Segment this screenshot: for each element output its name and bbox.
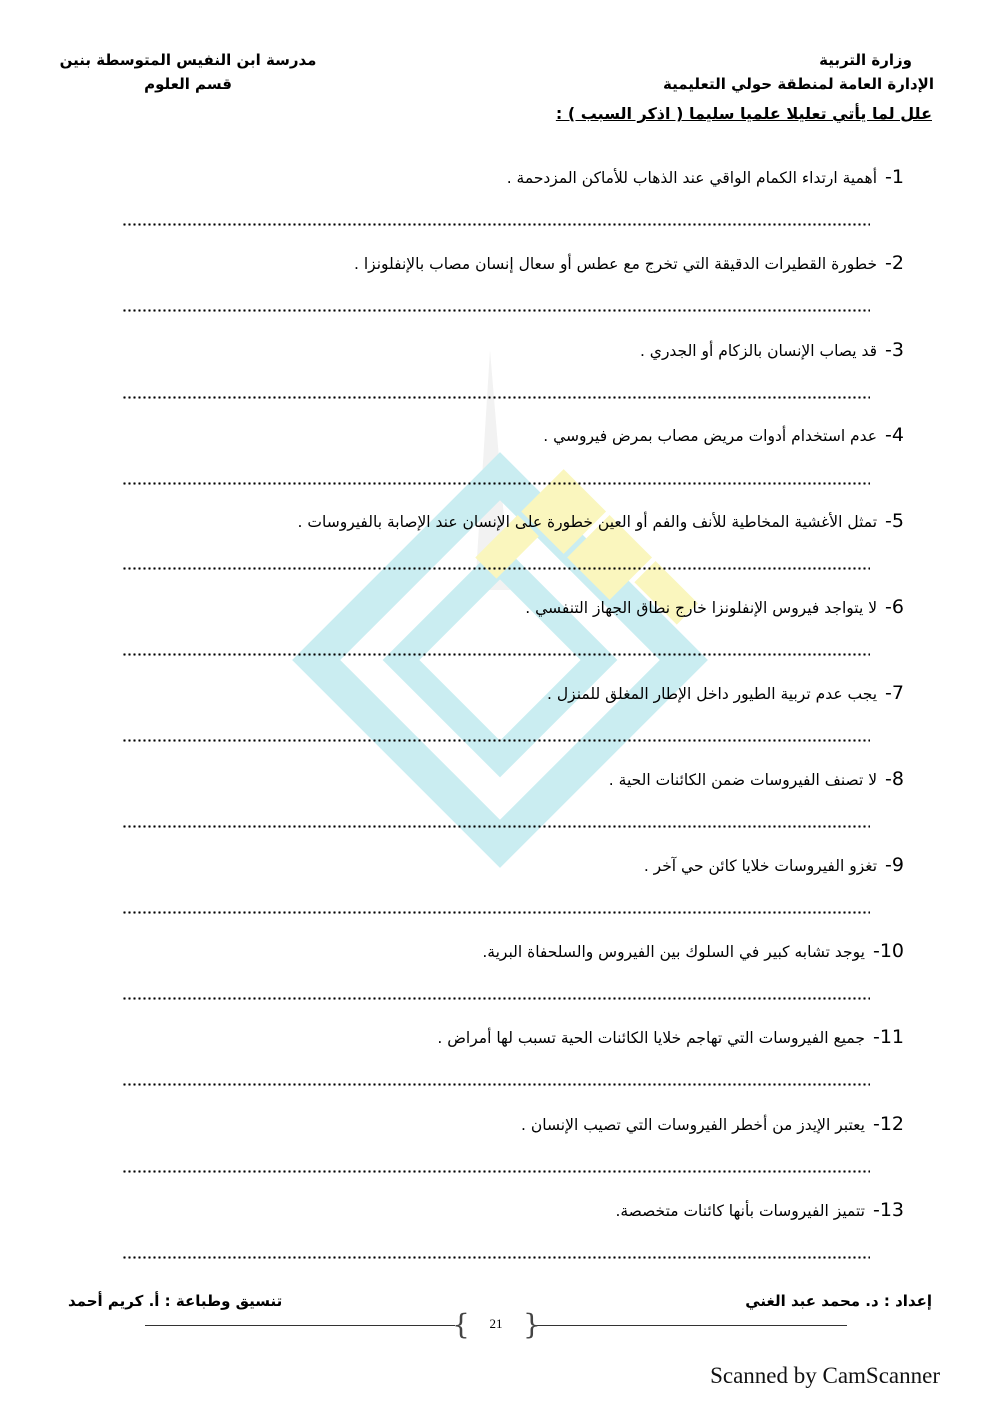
- question-2: [354, 252, 904, 274]
- question-number: 1-: [885, 166, 904, 188]
- question-11: [437, 1026, 904, 1048]
- question-number: 10-: [872, 940, 904, 962]
- question-7: [547, 682, 904, 704]
- answer-line: [122, 653, 870, 656]
- question-text: لا تصنف الفيروسات ضمن الكائنات الحية .: [608, 771, 878, 789]
- header-school-block: [58, 48, 318, 96]
- answer-line: [122, 825, 870, 828]
- answer-line: [122, 911, 870, 914]
- question-text: خطورة القطيرات الدقيقة التي تخرج مع عطس أو سعال إنسان مصاب بالإنفلونزا .: [353, 255, 878, 273]
- right-bracket-icon: }: [523, 1308, 541, 1341]
- answer-line: [122, 1083, 870, 1086]
- question-text: قد يصاب الإنسان بالزكام أو الجدري .: [639, 342, 878, 360]
- question-12: [521, 1113, 904, 1135]
- scanner-watermark: Scanned by CamScanner: [710, 1363, 940, 1388]
- directorate-name: الإدارة العامة لمنطقة حولي التعليمية: [662, 75, 934, 93]
- question-13: [615, 1199, 904, 1221]
- question-text: تمثل الأغشية المخاطية للأنف والفم أو العين خطورة على الإنسان عند الإصابة بالفيروسات .: [297, 513, 878, 531]
- answer-line: [122, 1170, 870, 1173]
- answer-line: [122, 223, 870, 226]
- question-text: يعتبر الإيدز من أخطر الفيروسات التي تصيب الإنسان .: [521, 1116, 865, 1134]
- question-text: لا يتواجد فيروس الإنفلونزا خارج نطاق الجهاز التنفسي .: [525, 599, 878, 617]
- question-number: 4-: [885, 424, 904, 446]
- question-text: تغزو الفيروسات خلايا كائن حي آخر .: [643, 857, 878, 875]
- question-number: 6-: [885, 596, 904, 618]
- instruction-heading: علل لما يأتي تعليلا علميا سليما ( اذكر السبب ) :: [555, 104, 932, 123]
- department-name: قسم العلوم: [144, 75, 232, 93]
- answer-line: [122, 396, 870, 399]
- answer-line: [122, 739, 870, 742]
- footer-rule-right: [537, 1325, 847, 1326]
- header-ministry-block: [663, 48, 934, 96]
- question-number: 12-: [872, 1113, 904, 1135]
- question-number: 2-: [885, 252, 904, 274]
- question-text: جميع الفيروسات التي تهاجم خلايا الكائنات الحية تسبب لها أمراض .: [437, 1029, 865, 1047]
- answer-line: [122, 567, 870, 570]
- question-10: [482, 940, 904, 962]
- question-text: أهمية ارتداء الكمام الواقي عند الذهاب للأماكن المزدحمة .: [506, 169, 878, 187]
- left-bracket-icon: {: [452, 1308, 470, 1341]
- page-number: 21: [489, 1316, 503, 1331]
- coordination-credit: تنسيق وطباعة : أ. كريم أحمد: [68, 1292, 283, 1310]
- school-name: مدرسة ابن النفيس المتوسطة بنين: [59, 51, 317, 69]
- question-5: [298, 510, 904, 532]
- answer-line: [122, 1256, 870, 1259]
- answer-line: [122, 309, 870, 312]
- ministry-name: وزارة التربية: [819, 51, 912, 69]
- question-number: 11-: [872, 1026, 904, 1048]
- question-text: عدم استخدام أدوات مريض مصاب بمرض فيروسي .: [543, 427, 878, 445]
- question-8: [609, 768, 904, 790]
- question-3: [640, 339, 904, 361]
- question-4: [543, 424, 904, 446]
- question-6: [525, 596, 904, 618]
- question-number: 9-: [885, 854, 904, 876]
- footer-rule-left: [145, 1325, 455, 1326]
- question-number: 7-: [885, 682, 904, 704]
- question-9: [644, 854, 904, 876]
- question-number: 3-: [885, 339, 904, 361]
- prepared-by: إعداد : د. محمد عبد الغني: [745, 1292, 932, 1310]
- question-number: 13-: [872, 1199, 904, 1221]
- question-number: 8-: [885, 768, 904, 790]
- question-text: يجب عدم تربية الطيور داخل الإطار المغلق للمنزل .: [547, 685, 878, 703]
- question-text: تتميز الفيروسات بأنها كائنات متخصصة.: [615, 1202, 865, 1220]
- question-text: يوجد تشابه كبير في السلوك بين الفيروس والسلحفاة البرية.: [482, 943, 865, 961]
- question-number: 5-: [885, 510, 904, 532]
- question-1: [507, 166, 904, 188]
- answer-line: [122, 482, 870, 485]
- answer-line: [122, 997, 870, 1000]
